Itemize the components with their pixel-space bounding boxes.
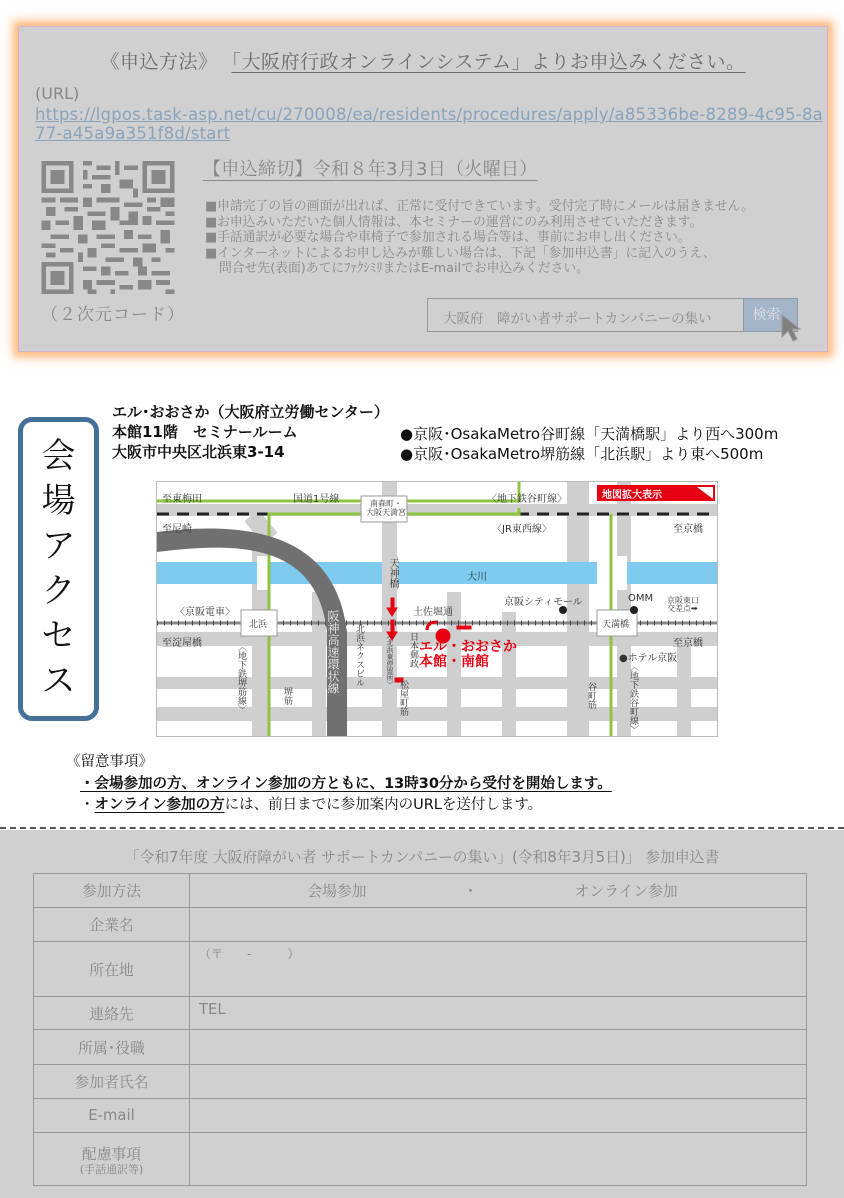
venue-name: エル･おおさか（大阪府立労働センター） — [112, 403, 389, 421]
venue-access-tag — [18, 417, 99, 721]
access-tag-char: ク — [41, 571, 76, 611]
map-label: 至京橋 — [673, 524, 703, 535]
form-field-email[interactable] — [190, 1099, 807, 1133]
map-enlarge-button[interactable]: 地図拡大表示 — [602, 490, 662, 501]
form-row-contact — [34, 997, 807, 1030]
remarks-heading: 《留意事項》 — [66, 754, 153, 770]
form-field-contact[interactable]: TEL — [190, 997, 807, 1030]
form-row-company — [34, 908, 807, 942]
map-label: 本館・南館 — [419, 654, 489, 670]
qr-code-label: （２次元コード） — [41, 305, 185, 325]
map-label: （北浜東停留所） — [386, 632, 394, 688]
url-label: (URL) — [35, 84, 80, 103]
access-tag-char: ス — [41, 661, 76, 701]
map-label: 京阪シティモール — [504, 597, 583, 608]
access-tag-char: セ — [41, 616, 76, 656]
cut-line — [0, 827, 844, 829]
venue-room: 本館11階 セミナールーム — [112, 423, 298, 441]
form-table — [33, 873, 807, 1186]
access-tag-char: 会 — [41, 436, 76, 476]
remark-text: には、前日までに参加案内のURLを送付します。 — [224, 797, 543, 813]
form-row-position — [34, 1030, 807, 1065]
remark-item — [80, 793, 542, 814]
map-label: 至東梅田 — [162, 494, 202, 505]
map-label: OMM — [628, 593, 654, 604]
remark-item — [80, 772, 612, 793]
access-map — [156, 481, 718, 737]
access-tag-char: ア — [41, 526, 76, 566]
map-label-keihan-east — [667, 597, 699, 613]
mouse-cursor-icon — [780, 313, 810, 343]
map-label: 天神橋 — [387, 558, 398, 588]
map-label: 〈地下鉄谷町線〉 — [487, 494, 567, 505]
application-url-link[interactable]: https://lgpos.task-asp.net/cu/270008/ea/residents/procedures/apply/a85336be-8289-4c95-8a77-a45a9a351f8d/start — [35, 105, 823, 143]
remark-emphasis: オンライン参加の方 — [94, 797, 225, 813]
application-title-prefix: 《申込方法》 — [100, 51, 218, 73]
map-label: 北浜ネクスビル — [354, 624, 364, 687]
remark-bullet: ・ — [80, 797, 95, 813]
map-label: 〈地下鉄谷町線〉 — [628, 662, 638, 734]
application-title-main: 「大阪府行政オンラインシステム」よりお申込みください。 — [231, 51, 746, 73]
option-online[interactable]: オンライン参加 — [574, 883, 678, 900]
map-venue-label — [419, 640, 517, 670]
map-label: 谷町筋 — [586, 682, 596, 709]
form-label: 連絡先 — [34, 997, 190, 1030]
map-label: 国道1号線 — [293, 494, 340, 505]
application-title — [19, 47, 827, 74]
form-label: 参加者氏名 — [34, 1065, 190, 1099]
form-label: 企業名 — [34, 908, 190, 942]
form-field-accommodation[interactable] — [190, 1133, 807, 1186]
application-deadline: 【申込締切】令和８年3月3日（火曜日） — [203, 159, 538, 180]
form-field-method[interactable] — [190, 874, 807, 908]
qr-code — [41, 161, 175, 294]
form-row-accommodation — [34, 1133, 807, 1186]
search-button[interactable]: 検索 — [743, 298, 798, 332]
form-label: 参加方法 — [34, 874, 190, 908]
station-tenmabashi: ●京阪･OsakaMetro谷町線「天満橋駅」より西へ300m — [400, 425, 779, 443]
venue-info — [112, 402, 389, 462]
application-notes — [205, 199, 754, 277]
map-label-station — [363, 499, 409, 517]
form-field-company[interactable] — [190, 908, 807, 942]
registration-form — [0, 830, 844, 1198]
form-field-position[interactable] — [190, 1030, 807, 1065]
map-label: 交差点➡ — [667, 604, 698, 613]
form-label: 所在地 — [34, 942, 190, 997]
map-label: 至淀屋橋 — [162, 638, 202, 649]
form-field-name[interactable] — [190, 1065, 807, 1099]
option-separator: ・ — [463, 883, 478, 900]
form-row-method — [34, 874, 807, 908]
form-field-address[interactable]: （〒 - ） — [190, 942, 807, 997]
option-venue[interactable]: 会場参加 — [307, 883, 367, 900]
form-row-address — [34, 942, 807, 997]
note-item: ■インターネットによるお申し込みが難しい場合は、下記「参加申込書」に記入のうえ、 — [205, 245, 716, 261]
form-row-name — [34, 1065, 807, 1099]
map-label: 京阪東口 — [667, 596, 699, 605]
map-label: エル・おおさか — [419, 639, 517, 655]
venue-address: 大阪市中央区北浜東3-14 — [112, 443, 285, 461]
form-label-accommodation — [34, 1133, 190, 1186]
map-label: 〈京阪電車〉 — [175, 607, 235, 618]
station-kitahama: ●京阪･OsakaMetro堺筋線「北浜駅」より東へ500m — [400, 445, 764, 463]
station-directions — [400, 424, 778, 464]
access-tag-char: 場 — [41, 481, 76, 521]
map-label: 土佐堀通 — [413, 607, 453, 618]
search-input[interactable]: 大阪府 障がい者サポートカンパニーの集い — [427, 298, 744, 332]
form-row-email — [34, 1099, 807, 1133]
form-label: 所属･役職 — [34, 1030, 190, 1065]
map-label: 南森町・ — [370, 499, 402, 508]
map-label: ●ホテル京阪 — [619, 653, 678, 664]
form-sublabel: (手話通訳等) — [79, 1162, 144, 1176]
map-label: 日本郵政 — [408, 632, 418, 668]
note-item: ■手話通訳が必要な場合や車椅子で参加される場合等は、事前にお申し出ください。 — [205, 230, 691, 246]
map-label: 大川 — [467, 572, 487, 583]
note-item: 問合せ先(表面)あてにﾌｧｸｼﾐﾘまたはE-mailでお申込みください。 — [219, 261, 590, 277]
map-label: 至尼崎 — [162, 524, 192, 535]
map-label: 至京橋 — [673, 638, 703, 649]
map-label: 大阪天満宮 — [366, 508, 406, 517]
note-item: ■お申込みいただいた個人情報は、本セミナーの運営にのみ利用させていただきます。 — [205, 214, 703, 230]
map-label: 北浜 — [249, 620, 268, 630]
remark-text: ・会場参加の方、オンライン参加の方ともに、13時30分から受付を開始します。 — [80, 776, 612, 792]
note-item: ■申請完了の旨の画面が出れば、正常に受付できています。受付完了時にメールは届きません。 — [205, 199, 755, 214]
form-label: 配慮事項 — [81, 1145, 142, 1163]
map-label: 阪神高速環状線 — [326, 610, 340, 694]
form-title: 「令和7年度 大阪府障がい者 サポートカンパニーの集い」(令和8年3月5日)」 参加申込書 — [124, 849, 720, 866]
map-label: 〈JR東西線〉 — [492, 524, 552, 535]
map-label: 〈地下鉄堺筋線〉 — [236, 642, 246, 714]
map-label: 松屋町筋 — [398, 680, 408, 716]
map-label: 堺筋 — [282, 687, 292, 705]
map-label: 天満橋 — [602, 620, 630, 630]
form-label: E-mail — [34, 1099, 190, 1133]
